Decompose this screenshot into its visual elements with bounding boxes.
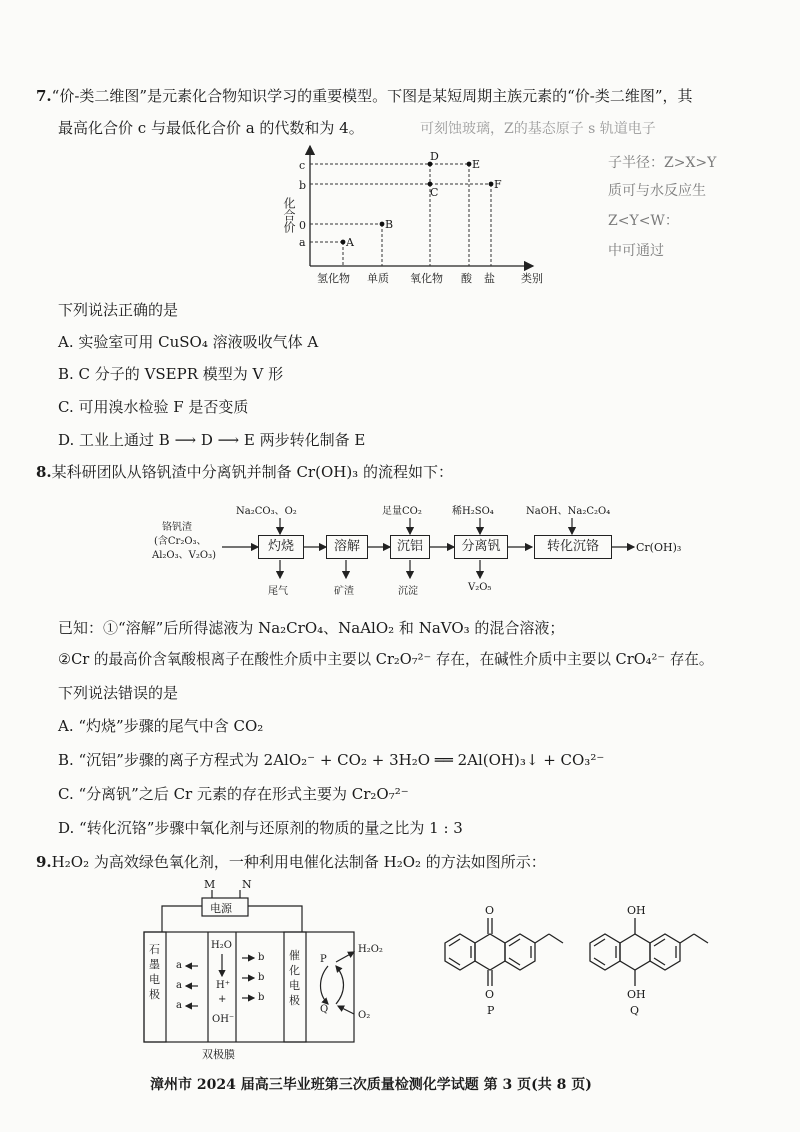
q7-stem-line1: 7.“价-类二维图”是元素化合物知识学习的重要模型。下图是某短周期主族元素的“价-类二维图”，其 bbox=[36, 87, 693, 105]
x-tick-element: 单质 bbox=[367, 272, 389, 285]
label-E: E bbox=[472, 158, 481, 171]
power-label: 电源 bbox=[210, 902, 232, 915]
terminal-M: M bbox=[204, 878, 216, 891]
Q-top-OH: OH bbox=[627, 904, 646, 917]
P-top-O: O bbox=[485, 904, 495, 917]
molecule-P bbox=[425, 888, 575, 1018]
step-convert-cr: 转化沉铬 bbox=[534, 535, 612, 559]
P-bottom-O: O bbox=[485, 988, 495, 1001]
electrolysis-cell bbox=[140, 878, 410, 1062]
molecule-P-label: P bbox=[487, 1004, 495, 1017]
bleed-through-1: 可刻蚀玻璃，Z的基态原子 s 轨道电子 bbox=[420, 121, 656, 137]
reagent-roast: Na₂CO₃、O₂ bbox=[236, 506, 297, 517]
bleed-through-4: Z<Y<W： bbox=[608, 213, 679, 229]
point-A bbox=[341, 240, 346, 245]
step-precip-al: 沉铝 bbox=[390, 535, 430, 559]
membrane-plus: + bbox=[218, 994, 227, 1005]
q8-option-b[interactable]: B. “沉铝”步骤的离子方程式为 2AlO₂⁻ + CO₂ + 3H₂O ══ 2Al(OH)₃↓ + CO₃²⁻ bbox=[58, 751, 605, 769]
step-dissolve: 溶解 bbox=[326, 535, 368, 559]
label-C: C bbox=[430, 186, 439, 199]
step-separate-v: 分离钒 bbox=[454, 535, 508, 559]
valence-class-chart bbox=[265, 142, 565, 292]
output-v2o5: V₂O₅ bbox=[468, 582, 492, 593]
flow-input-line2: (含Cr₂O₃、 bbox=[154, 536, 207, 547]
output-slag: 矿渣 bbox=[334, 586, 354, 597]
q7-prompt: 下列说法正确的是 bbox=[58, 301, 179, 319]
q7-number: 7. bbox=[36, 87, 52, 105]
q9-number: 9. bbox=[36, 853, 52, 871]
y-tick-0: 0 bbox=[299, 219, 306, 232]
label-b-2: b bbox=[258, 972, 265, 983]
label-a-2: a bbox=[176, 980, 182, 991]
membrane-label: 双极膜 bbox=[202, 1048, 235, 1061]
x-tick-hydride: 氢化物 bbox=[317, 272, 350, 285]
q8-prompt: 下列说法错误的是 bbox=[58, 684, 179, 702]
label-F: F bbox=[494, 178, 502, 191]
right-electrode-label: 催 化 电 极 bbox=[289, 949, 300, 1007]
q8-option-c[interactable]: C. “分离钒”之后 Cr 元素的存在形式主要为 Cr₂O₇²⁻ bbox=[58, 785, 409, 803]
label-a-1: a bbox=[176, 960, 182, 971]
point-B bbox=[380, 222, 385, 227]
page-footer: 漳州市 2024 届高三毕业班第三次质量检测化学试题 第 3 页(共 8 页) bbox=[150, 1077, 592, 1093]
left-electrode-label: 石 墨 电 极 bbox=[149, 943, 160, 1001]
molecule-Q bbox=[570, 888, 720, 1018]
bleed-through-5: 中可通过 bbox=[608, 243, 664, 259]
q8-option-d[interactable]: D. “转化沉铬”步骤中氧化剂与还原剂的物质的量之比为 1 : 3 bbox=[58, 819, 463, 837]
cycle-h2o2: H₂O₂ bbox=[358, 944, 383, 955]
step-roast: 灼烧 bbox=[258, 535, 304, 559]
membrane-ohminus: OH⁻ bbox=[212, 1014, 235, 1025]
molecule-Q-label: Q bbox=[630, 1004, 640, 1017]
membrane-h2o: H₂O bbox=[211, 940, 232, 951]
label-A: A bbox=[346, 236, 354, 249]
label-D: D bbox=[430, 150, 439, 163]
x-tick-oxide: 氧化物 bbox=[410, 272, 443, 285]
Q-bottom-OH: OH bbox=[627, 988, 646, 1001]
terminal-N: N bbox=[242, 878, 252, 891]
bleed-through-2: 子半径：Z>X>Y bbox=[608, 155, 717, 171]
product-cr-oh3: Cr(OH)₃ bbox=[636, 541, 682, 554]
y-tick-c: c bbox=[299, 159, 306, 172]
cycle-Q: Q bbox=[320, 1004, 329, 1015]
output-tail-gas: 尾气 bbox=[268, 586, 288, 597]
q8-stem: 8.某科研团队从铬钒渣中分离钒并制备 Cr(OH)₃ 的流程如下： bbox=[36, 463, 453, 481]
label-b-1: b bbox=[258, 952, 265, 963]
chart-xlabel: 类别 bbox=[521, 272, 543, 285]
reagent-co2: 足量CO₂ bbox=[382, 506, 422, 517]
label-a-3: a bbox=[176, 1000, 182, 1011]
cycle-o2: O₂ bbox=[358, 1010, 371, 1021]
flow-input-line3: Al₂O₃、V₂O₃) bbox=[152, 550, 216, 561]
flow-diagram bbox=[140, 492, 700, 607]
q7-option-d[interactable]: D. 工业上通过 B ⟶ D ⟶ E 两步转化制备 E bbox=[58, 431, 366, 449]
q7-stem-line2: 最高化合价 c 与最低化合价 a 的代数和为 4。 bbox=[58, 119, 364, 137]
flow-input-line1: 铬钒渣 bbox=[162, 522, 192, 533]
x-tick-acid: 酸 bbox=[461, 272, 472, 285]
y-tick-b: b bbox=[299, 179, 307, 192]
bleed-through-3: 质可与水反应生 bbox=[608, 183, 706, 199]
q9-stem: 9.H₂O₂ 为高效绿色氧化剂，一种利用电催化法制备 H₂O₂ 的方法如图所示： bbox=[36, 853, 546, 871]
cycle-P: P bbox=[320, 954, 327, 965]
q7-option-b[interactable]: B. C 分子的 VSEPR 模型为 V 形 bbox=[58, 365, 284, 383]
q8-option-a[interactable]: A. “灼烧”步骤的尾气中含 CO₂ bbox=[58, 717, 264, 735]
reagent-h2so4: 稀H₂SO₄ bbox=[452, 506, 494, 517]
label-b-3: b bbox=[258, 992, 265, 1003]
output-precipitate: 沉淀 bbox=[398, 586, 418, 597]
y-tick-a: a bbox=[299, 236, 306, 249]
point-E bbox=[467, 162, 472, 167]
reagent-naoh: NaOH、Na₂C₂O₄ bbox=[526, 506, 611, 517]
chart-ylabel: 化合价 bbox=[282, 197, 296, 233]
label-B: B bbox=[385, 218, 394, 231]
q8-known-2: ②Cr 的最高价含氧酸根离子在酸性介质中主要以 Cr₂O₇²⁻ 存在，在碱性介质中主要以 CrO₄²⁻ 存在。 bbox=[58, 651, 714, 668]
membrane-hplus: H⁺ bbox=[216, 980, 230, 991]
q7-option-a[interactable]: A. 实验室可用 CuSO₄ 溶液吸收气体 A bbox=[58, 333, 319, 351]
point-F bbox=[489, 182, 494, 187]
x-tick-salt: 盐 bbox=[484, 272, 495, 285]
q7-option-c[interactable]: C. 可用溴水检验 F 是否变质 bbox=[58, 398, 249, 416]
q8-number: 8. bbox=[36, 463, 52, 481]
q8-known-1: 已知：①“溶解”后所得滤液为 Na₂CrO₄、NaAlO₂ 和 NaVO₃ 的混合溶液； bbox=[58, 619, 565, 637]
